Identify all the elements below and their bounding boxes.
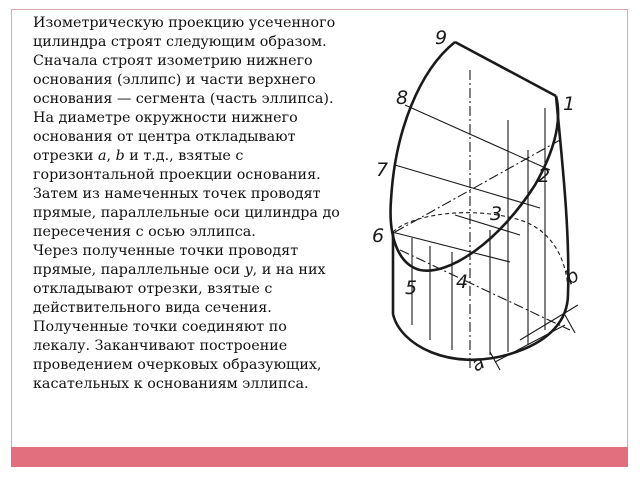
right-generator	[556, 96, 568, 294]
dimension-label-b: b	[561, 264, 583, 290]
chord-7	[395, 165, 540, 208]
point-label-1: 1	[563, 93, 576, 115]
paragraph-2	[33, 242, 343, 394]
paragraph-1-part-1: Изометрическую проекцию усеченного цилиндра строят следующим образом. Сначала строят изометрию нижнего основания (эллипс) и части верхнего основания — сегмента (часть эллипса). На диаметре окружности нижнего основания от центра откладывают отрезки	[33, 15, 336, 164]
accent-bar	[11, 447, 628, 467]
base-ellipse-back	[393, 213, 568, 294]
paragraph-1	[33, 14, 343, 242]
paragraph-2-part-2: , и на них откладывают отрезки, взятые с действительного вида сечения. Полученные точки соединяют по лекалу. Заканчивают построение проведением очерковых образующих, касательных к основаниям эллипса.	[33, 262, 326, 392]
variable-b: b	[115, 148, 125, 164]
point-label-3: 3	[490, 203, 503, 225]
point-label-4: 4	[456, 271, 469, 293]
variable-a: a	[97, 148, 107, 164]
point-label-6: 6	[372, 225, 385, 247]
variable-y: y	[244, 262, 253, 278]
dimension-label-a: a	[467, 351, 489, 377]
truncated-cylinder-drawing	[340, 18, 610, 380]
paragraph-2-part-1: Через полученные точки проводят прямые, параллельные оси	[33, 243, 299, 278]
section-ellipse-outline	[391, 42, 559, 271]
dim-ext-1	[490, 352, 500, 370]
dim-ext-2	[565, 315, 575, 333]
dim-line-a	[495, 325, 565, 362]
paragraph-1-part-2: и т.д., взятые с горизонтальной проекции основания. Затем из намеченных точек проводят прямые, параллельные оси цилиндра до пересечения с осью эллипса.	[33, 148, 340, 240]
slide-text	[33, 14, 343, 394]
point-label-2: 2	[538, 165, 551, 187]
top-chord	[455, 42, 556, 96]
point-label-8: 8	[396, 87, 409, 109]
separator: ,	[106, 148, 116, 164]
point-label-7: 7	[376, 159, 389, 181]
point-label-9: 9	[435, 27, 448, 49]
point-label-5: 5	[405, 277, 418, 299]
